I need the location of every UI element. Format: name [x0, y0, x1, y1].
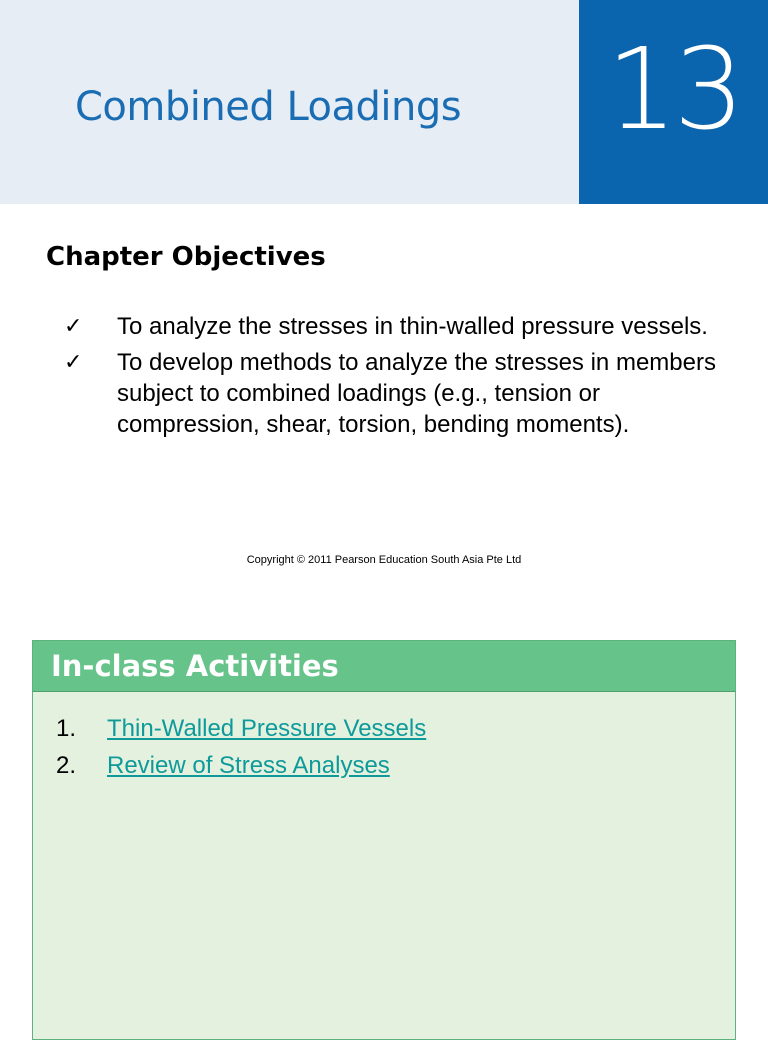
activities-header — [33, 641, 735, 692]
copyright-notice: Copyright © 2011 Pearson Education South Asia Pte Ltd — [246, 554, 522, 566]
objective-text: To analyze the stresses in thin-walled pressure vessels. — [117, 313, 708, 340]
activities-panel — [32, 640, 736, 1040]
activities-list — [56, 710, 426, 784]
objectives-list — [62, 311, 732, 445]
chapter-number-box — [579, 0, 768, 204]
objective-item — [62, 347, 732, 440]
activity-link-review-of-stress-analyses[interactable]: Review of Stress Analyses — [107, 752, 390, 779]
activities-title: In-class Activities — [51, 649, 339, 683]
checkmark-icon: ✓ — [64, 350, 83, 375]
chapter-header-band — [0, 0, 579, 204]
chapter-number: 13 — [606, 25, 741, 155]
objective-item — [62, 311, 732, 342]
checkmark-icon: ✓ — [64, 314, 83, 339]
activity-number: 2. — [56, 752, 77, 779]
chapter-title: Combined Loadings — [75, 84, 462, 130]
objectives-heading: Chapter Objectives — [46, 242, 326, 272]
list-item — [56, 747, 426, 784]
list-item — [56, 710, 426, 747]
objective-text: To develop methods to analyze the stresses in members subject to combined loadings (e.g., tension or compression, shear, torsion, bending moments). — [117, 349, 716, 438]
activity-number: 1. — [56, 715, 77, 742]
activity-link-thin-walled-pressure-vessels[interactable]: Thin-Walled Pressure Vessels — [107, 715, 427, 742]
